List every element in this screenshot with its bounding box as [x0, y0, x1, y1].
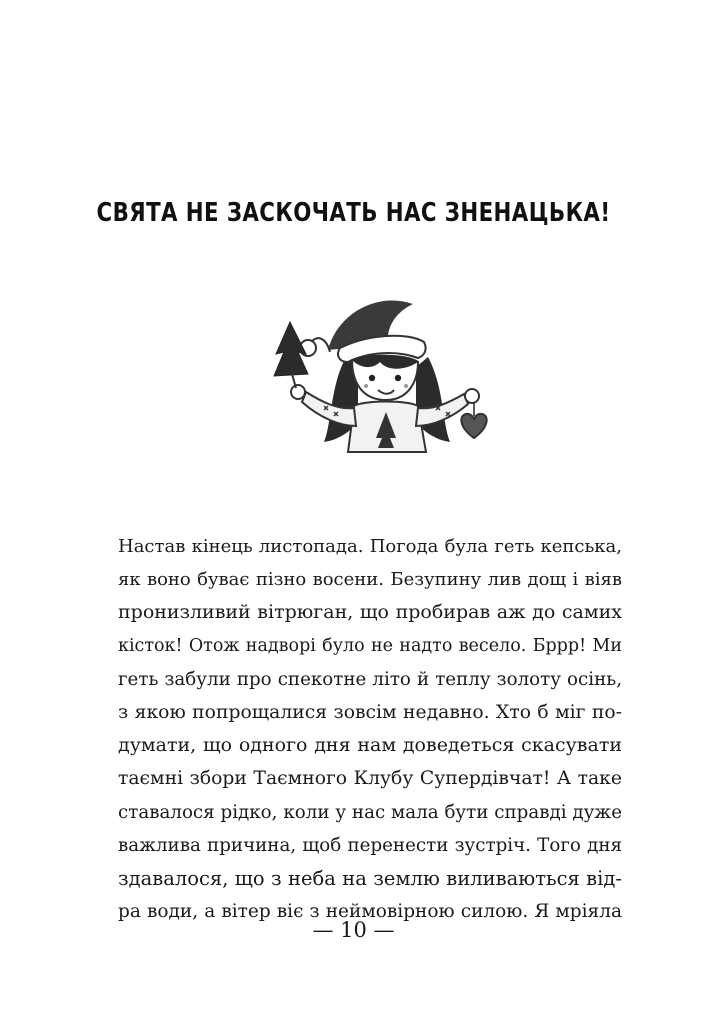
text-line: здавалося, що з неба на землю виливаються від-	[118, 866, 622, 890]
text-line: ра води, а вітер віє з неймовірною силою. Я мріяла	[118, 901, 622, 923]
text-line: з якою попрощалися зовсім недавно. Хто б міг по-	[118, 701, 622, 723]
text-line: пронизливий вітрюган, що пробирав аж до самих	[118, 601, 622, 624]
text-line: думати, що одного дня нам доведеться скасувати	[118, 734, 622, 757]
girl-santa-hat-icon	[268, 282, 498, 482]
text-line: таємні збори Таємного Клубу Супердівчат! А таке	[118, 768, 622, 790]
text-line: ставалося рідко, коли у нас мала бути справді дуже	[118, 801, 622, 823]
text-line: кісток! Отож надворі було не надто весело. Бррр! Ми	[118, 635, 622, 656]
text-line: Настав кінець листопада. Погода була геть кепська,	[118, 536, 622, 557]
chapter-title: СВЯТА НЕ ЗАСКОЧАТЬ НАС ЗНЕНАЦЬКА!	[96, 198, 611, 228]
page-number: — 10 —	[312, 918, 395, 942]
text-line: геть забули про спекотне літо й теплу золоту осінь,	[118, 668, 622, 690]
body-paragraph	[118, 530, 622, 928]
text-line: як воно буває пізно восени. Безупину лив дощ і віяв	[118, 569, 622, 591]
text-line: важлива причина, щоб перенести зустріч. Того дня	[118, 834, 622, 856]
